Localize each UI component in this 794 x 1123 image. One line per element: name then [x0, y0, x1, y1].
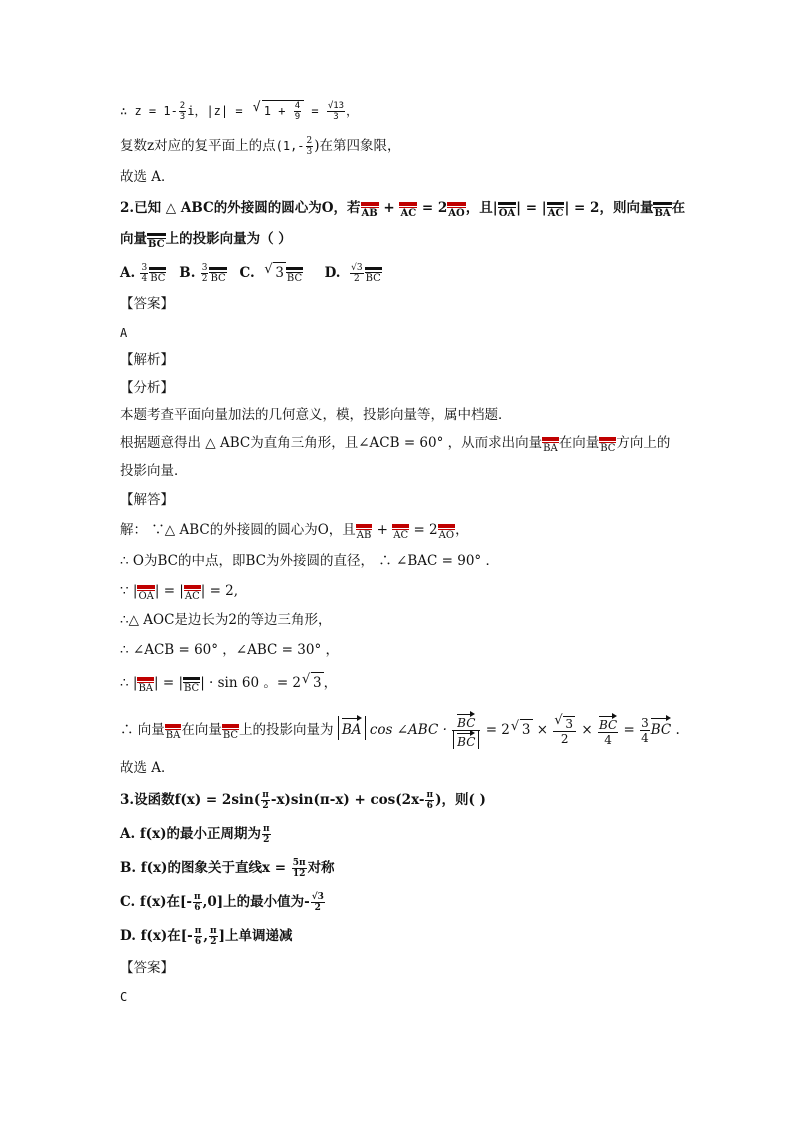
fenxi-body: 本题考查平面向量加法的几何意义，模，投影向量等，属中档题． [120, 407, 512, 423]
option-b-label: B. [179, 265, 196, 281]
question-3-option-c: C. f(x)在[- $\frac{\pi}{6}$ ,0]上的最小值为- $\frac{√3}{2}$ [120, 892, 324, 913]
question-3-option-d: D. f(x)在[- $\frac{\pi}{6}$ , $\frac{\pi}{2}$ ]上单调递减 [120, 926, 293, 947]
fenxi-heading: 【分析】 [120, 380, 174, 396]
answer-value: A [120, 326, 128, 340]
formula-unit-vector: $\frac{BC}{BC}$ [452, 712, 480, 749]
fenxi-line-2: 根据题意得出 △ ABC为直角三角形，且∠ACB = 60° ，从而求出向量 BA 在向量 BC 方向上的 [120, 435, 671, 454]
question-2-options: A. $\frac{3}{4}$ BC B. $\frac{3}{2}$ BC C. √ 3 BC D. $\frac{√3}{2}$ BC [120, 262, 382, 284]
question-2-title-cont: 向量 BC 上的投影向量为（ ） [120, 231, 292, 250]
answer-heading: 【答案】 [120, 296, 174, 312]
fenxi-line-3: 投影向量． [120, 463, 188, 479]
question-3-option-a: A. f(x)的最小正周期为 $\frac{\pi}{2}$ [120, 824, 270, 845]
solution-step-2: ∴ O为BC的中点，即BC为外接圆的直径， ∴ ∠BAC = 90° ． [120, 553, 499, 569]
solution-step-3: ∵ | OA | = | AC | = 2, [120, 583, 239, 602]
solution-step-1: 解： ∵△ ABC的外接圆的圆心为O，且 AB + AC = 2 AO ， [120, 522, 469, 541]
question-3-title: 3.设函数f(x) = 2sin( $\frac{\pi}{2}$ -x)sin(π-x) + cos(2x- $\frac{\pi}{6}$ )，则( ) [120, 790, 486, 811]
analysis-heading: 【解析】 [120, 352, 174, 368]
solution-step-4: ∴△ AOC是边长为2的等边三角形， [120, 612, 332, 628]
formula-ba-norm: BA [338, 716, 366, 740]
choose-a-2: 故选 A． [120, 760, 175, 776]
question-2-title: 2.已知 △ ABC的外接圆的圆心为O，若 AB + AC = 2 AO ，且| OA | = | AC | = 2，则向量 BA 在 [120, 200, 686, 219]
solution-step-6: ∴ | BA | = | BC | · sin 60 。= 2√ 3 ， [120, 672, 337, 694]
solution-line-z: ∴ z = 1- $\frac{2}{3}$ i，|z| = √ 1 + $\frac{4}{9}$ = $\frac{√13}{3}$ ， [120, 100, 358, 122]
option-c-label: C. [239, 265, 255, 281]
solution-line-point: 复数z对应的复平面上的点(1,- $\frac{2}{3}$ )在第四象限， [120, 136, 401, 157]
option-a-label: A. [120, 265, 136, 281]
answer-heading-2: 【答案】 [120, 960, 174, 976]
choose-a-1: 故选 A． [120, 169, 175, 185]
solution-step-5: ∴ ∠ACB = 60° ，∠ABC = 30° ， [120, 642, 339, 658]
question-3-option-b: B. f(x)的图象关于直线x = $\frac{5\pi}{12}$ 对称 [120, 858, 335, 879]
option-d-label: D. [324, 265, 341, 281]
solution-step-7: ∴ 向量 BA 在向量 BC 上的投影向量为 BA cos ∠ABC · $\frac{BC}{BC}$ = 2√ 3 × √ $\frac{3}{2}$ × $\frac{BC}{4}$ = $\frac{3}{4}$ BC . [120, 712, 680, 749]
answer-value-2: C [120, 990, 128, 1004]
jieda-heading: 【解答】 [120, 492, 174, 508]
